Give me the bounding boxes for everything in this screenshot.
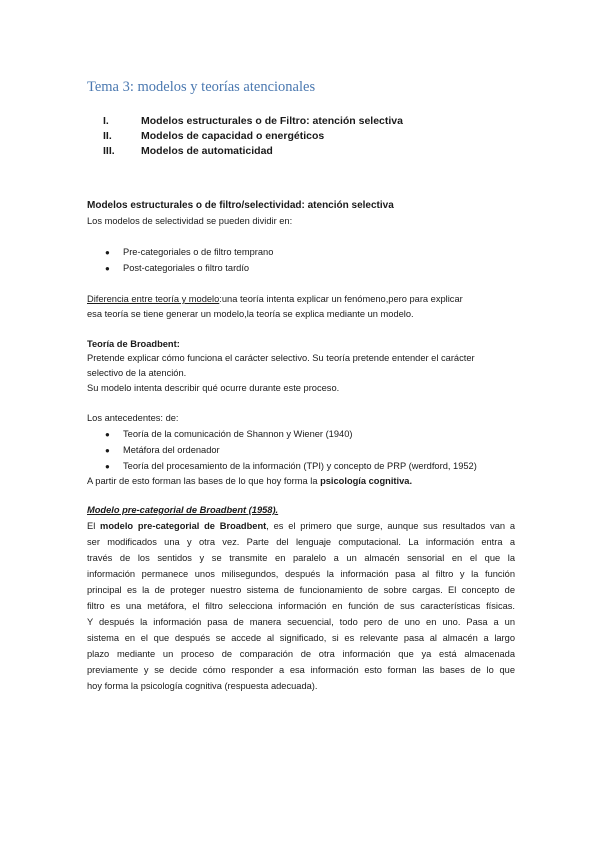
bullet-dot: ● <box>105 446 110 455</box>
model-paragraph-line: El modelo pre-categorial de Broadbent, es el primero que surge, aunque sus resultados van a <box>87 521 516 531</box>
outline-item-3: Modelos de automaticidad <box>141 145 273 157</box>
model-paragraph-line: través de los sentidos y se transmite en paralelo a un almacén sensorial en el que la <box>87 553 515 563</box>
difference-line-2: esa teoría se tiene generar un modelo,la teoría se explica mediante un modelo. <box>87 309 414 319</box>
section-intro: Los modelos de selectividad se pueden dividir en: <box>87 216 293 226</box>
outline-number-3: III. <box>103 145 115 157</box>
model-paragraph-line: ser modificados una y otra vez. Parte del lenguaje computacional. La información entra a <box>87 537 515 547</box>
bullet-text: Pre-categoriales o de filtro temprano <box>123 247 274 257</box>
model-heading: Modelo pre-categorial de Broadbent (1958). <box>87 505 279 515</box>
bullet-dot: ● <box>105 248 110 257</box>
model-paragraph-line: filtro es una metáfora, el filtro selecciona información en función de sus características físicas. <box>87 601 515 611</box>
difference-line-1: Diferencia entre teoría y modelo:una teoría intenta explicar un fenómeno,pero para explicar <box>87 294 463 304</box>
broadbent-line-3: Su modelo intenta describir qué ocurre durante este proceso. <box>87 383 340 393</box>
bullet-dot: ● <box>105 264 110 273</box>
bullet-dot: ● <box>105 462 110 471</box>
model-paragraph-line: principal es la de proteger nuestro sistema de funcionamiento de sobre cargas. El concepto de <box>87 585 515 595</box>
difference-label: Diferencia entre teoría y modelo <box>87 294 220 304</box>
outline-item-2: Modelos de capacidad o energéticos <box>141 130 325 142</box>
outline-number-2: II. <box>103 130 112 142</box>
outline-number-1: I. <box>103 115 109 127</box>
bullet-dot: ● <box>105 430 110 439</box>
antecedentes-intro: Los antecedentes: de: <box>87 413 179 423</box>
antecedente-item: Teoría del procesamiento de la información (TPI) y concepto de PRP (werdford, 1952) <box>123 461 477 471</box>
outline-item-1: Modelos estructurales o de Filtro: atención selectiva <box>141 115 403 127</box>
broadbent-line-2: selectivo de la atención. <box>87 368 187 378</box>
model-paragraph-line: previamente y se decide cómo responder a esa información esto forman las bases de lo que <box>87 665 515 675</box>
model-paragraph-line: sistema en el que después se accede al significado, si es relevante pasa al almacén a largo <box>87 633 515 643</box>
emphasis-psicologia: psicología cognitiva. <box>320 476 413 486</box>
model-name-bold: modelo pre-categorial de Broadbent <box>100 521 267 531</box>
broadbent-heading: Teoría de Broadbent: <box>87 339 180 349</box>
bullet-text: Post-categoriales o filtro tardío <box>123 263 250 273</box>
model-paragraph-line: Y después la información pasa de manera secuencial, todo pero de uno en uno. Pasa a un <box>87 617 515 627</box>
document-title: Tema 3: modelos y teorías atencionales <box>87 79 316 95</box>
model-paragraph-line: hoy forma la psicología cognitiva (respuesta adecuada). <box>87 681 318 691</box>
model-paragraph-line: información permanece unos milisegundos, después la información pasa al filtro y la función <box>87 569 515 579</box>
section-heading-models: Modelos estructurales o de filtro/selectividad: atención selectiva <box>87 200 394 211</box>
antecedente-item: Metáfora del ordenador <box>123 445 220 455</box>
broadbent-line-1: Pretende explicar cómo funciona el carácter selectivo. Su teoría pretende entender el carácter <box>87 353 475 363</box>
antecedentes-closing: A partir de esto forman las bases de lo que hoy forma la psicología cognitiva. <box>87 476 413 486</box>
antecedente-item: Teoría de la comunicación de Shannon y Wiener (1940) <box>123 429 353 439</box>
model-paragraph-line: plazo mediante un proceso de comparación de otra información que ya está almacenada <box>87 649 515 659</box>
